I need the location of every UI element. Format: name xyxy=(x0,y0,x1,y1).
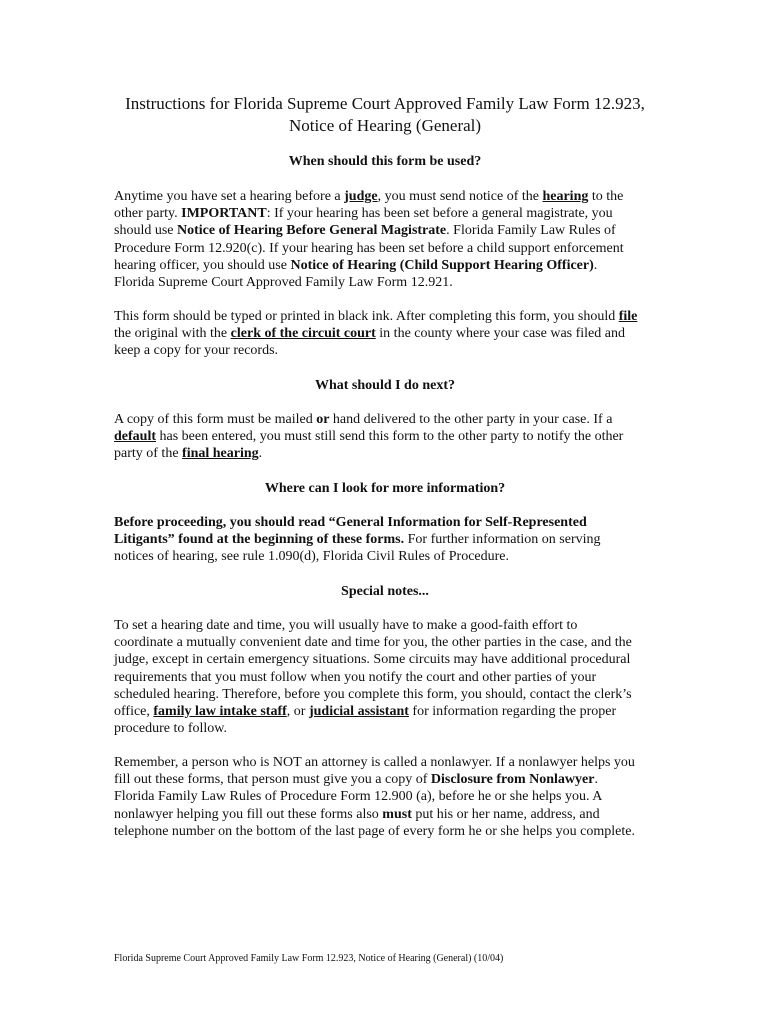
text: , you must send notice of the xyxy=(377,189,543,204)
text: . xyxy=(258,446,263,462)
term-default: default xyxy=(114,429,156,445)
term-family-law-intake-staff: family law intake staff xyxy=(153,704,287,720)
text-line: procedure to follow. xyxy=(114,721,227,737)
text: nonlawyer helping you fill out these forms also xyxy=(114,806,383,822)
bold-text: Before proceeding, you should read “General Information for Self-Represented xyxy=(114,515,587,530)
text: : If your hearing has been set before a general magistrate, you xyxy=(266,206,613,222)
text: hand delivered to the other party in your case. If a xyxy=(329,412,613,427)
term-final-hearing: final hearing xyxy=(182,446,259,462)
text-line: notices of hearing, see rule 1.090(d), Florida Civil Rules of Procedure. xyxy=(114,549,510,565)
emphasis-must: must xyxy=(382,806,412,822)
text: should use xyxy=(114,223,177,239)
text-line xyxy=(114,205,674,222)
text-line: To set a hearing date and time, you will usually have to make a good-faith effort to xyxy=(114,618,578,633)
text-line xyxy=(114,806,674,823)
text-line: Florida Family Law Rules of Procedure Form 12.900 (a), before he or she helps you. A xyxy=(114,789,603,805)
text: put his or her name, address, and xyxy=(411,806,600,822)
text-line: keep a copy for your records. xyxy=(114,343,279,359)
text-line: scheduled hearing. Therefore, before you complete this form, you should, contact the clerk’s xyxy=(114,686,632,702)
term-judicial-assistant: judicial assistant xyxy=(308,704,409,720)
text: A copy of this form must be mailed xyxy=(114,412,317,427)
form-name-disclosure: Disclosure from Nonlawyer xyxy=(430,772,595,788)
title-line-1: Instructions for Florida Supreme Court Approved Family Law Form 12.923, xyxy=(125,94,645,113)
term-clerk-of-court: clerk of the circuit court xyxy=(230,326,376,342)
text-line: Florida Supreme Court Approved Family Law Form 12.921. xyxy=(114,275,453,291)
text: This form should be typed or printed in black ink. After completing this form, you should xyxy=(114,309,619,324)
paragraph-nonlawyer xyxy=(114,754,674,840)
emphasis-or: or xyxy=(316,412,330,427)
text-line xyxy=(114,188,674,205)
term-hearing: hearing xyxy=(542,189,589,204)
term-judge: judge xyxy=(344,189,378,204)
text: . xyxy=(594,772,598,788)
document-title xyxy=(0,93,770,137)
title-line-2: Notice of Hearing (General) xyxy=(288,116,482,135)
text: in the county where your case was filed and xyxy=(375,326,625,342)
text-line xyxy=(114,531,674,548)
section-heading-special-notes: Special notes... xyxy=(341,584,429,599)
paragraph-next-steps xyxy=(114,411,674,463)
text: has been entered, you must still send this form to the other party to notify the other xyxy=(156,429,624,445)
text: Anytime you have set a hearing before a xyxy=(114,189,345,204)
text: hearing officer, you should use xyxy=(114,257,291,273)
text: . xyxy=(593,257,598,273)
text-line xyxy=(114,514,674,531)
section-heading-next-steps: What should I do next? xyxy=(314,378,456,393)
text: to the xyxy=(588,189,624,204)
text-line: Remember, a person who is NOT an attorney is called a nonlawyer. If a nonlawyer helps you xyxy=(114,755,635,770)
text-line xyxy=(114,308,674,325)
text-line xyxy=(114,703,674,720)
form-name-child-support: Notice of Hearing (Child Support Hearing Officer) xyxy=(290,257,594,273)
paragraph-special-notes xyxy=(114,617,674,737)
section-heading-more-info: Where can I look for more information? xyxy=(264,481,506,496)
text-line xyxy=(114,257,674,274)
form-name-general-magistrate: Notice of Hearing Before General Magistrate xyxy=(177,223,447,239)
text: , or xyxy=(286,704,309,720)
bold-text: Litigants” found at the beginning of these forms. xyxy=(114,532,405,548)
text-line xyxy=(114,445,674,462)
text: office, xyxy=(114,704,154,720)
important-label: IMPORTANT xyxy=(181,206,267,222)
page-footer: Florida Supreme Court Approved Family Law Form 12.923, Notice of Hearing (General) (10/04) xyxy=(114,953,504,964)
text: other party. xyxy=(114,206,182,222)
text: for information regarding the proper xyxy=(408,704,617,720)
paragraph-filing xyxy=(114,308,674,360)
text-line: Procedure Form 12.920(c). If your hearing has been set before a child support enforcement xyxy=(114,240,624,256)
text-line xyxy=(114,771,674,788)
text-line: judge, except in certain emergency situations. Some circuits may have additional procedural xyxy=(114,652,631,668)
text: . Florida Family Law Rules of xyxy=(446,223,616,239)
text-line xyxy=(114,222,674,239)
term-file: file xyxy=(618,309,638,324)
section-heading-when-used: When should this form be used? xyxy=(288,154,482,169)
text: the original with the xyxy=(114,326,231,342)
paragraph-when-used xyxy=(114,188,674,291)
text: party of the xyxy=(114,446,183,462)
text-line: telephone number on the bottom of the last page of every form he or she helps you complete. xyxy=(114,823,635,839)
text-line: coordinate a mutually convenient date and time for you, the other parties in the case, and the xyxy=(114,635,632,651)
text-line xyxy=(114,411,674,428)
text-line xyxy=(114,325,674,342)
text: For further information on serving xyxy=(404,532,601,548)
paragraph-more-info xyxy=(114,514,674,566)
text: fill out these forms, that person must give you a copy of xyxy=(114,772,431,788)
text-line xyxy=(114,428,674,445)
text-line: requirements that you must follow when you notify the court and other parties of your xyxy=(114,669,597,685)
